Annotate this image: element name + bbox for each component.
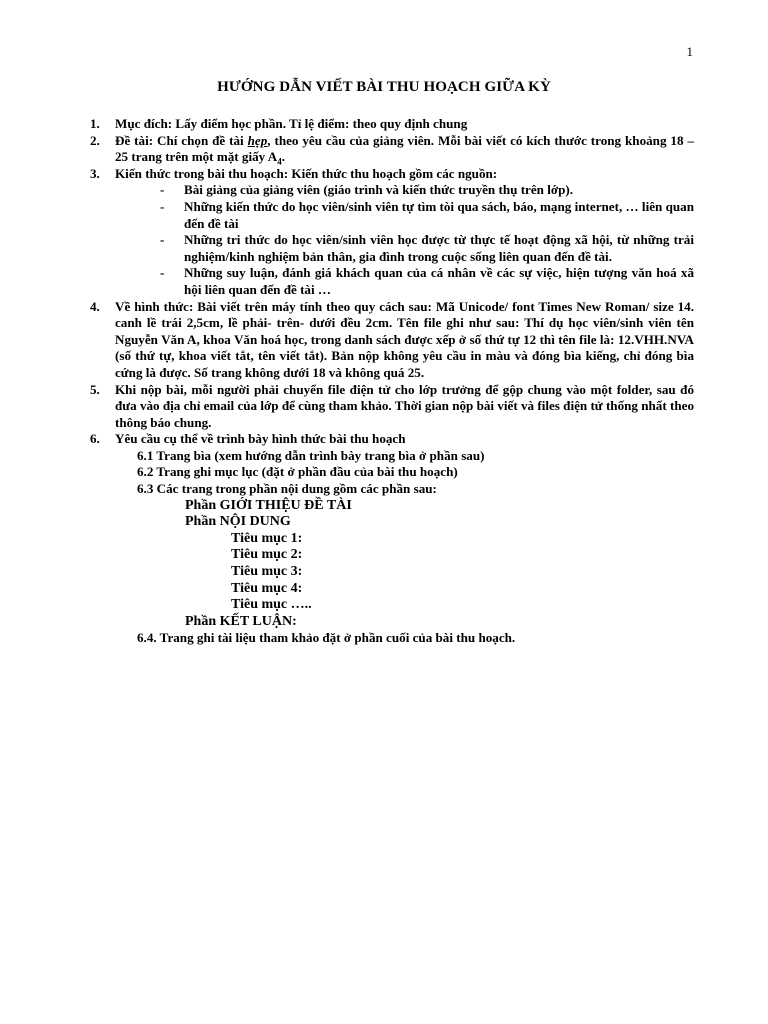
section-6-2: 6.2 Trang ghi mục lục (đặt ở phần đầu của bài thu hoạch) — [137, 464, 458, 480]
bullet-text: Những suy luận, đánh giá khách quan của cá nhân về các sự việc, hiện tượng văn hoá xã hội liên quan đến đề tài … — [184, 265, 694, 297]
list-item-6 — [90, 431, 694, 448]
item-text-end: . — [281, 149, 285, 165]
item-text: Yêu cầu cụ thể về trình bày hình thức bài thu hoạch — [115, 431, 406, 447]
bullet-text: Những kiến thức do học viên/sinh viên tự tìm tòi qua sách, báo, mạng internet, … liên quan đến đề tài — [184, 198, 694, 231]
item-text: Khi nộp bài, mỗi người phải chuyển file điện tử cho lớp trưởng để gộp chung vào một folder, sau đó đưa vào địa chỉ email của lớp để cùng tham khảo. Thời gian nộp bài viết và files điện tử thống nhất theo thông báo chung. — [115, 381, 694, 430]
bullet-dash: - — [160, 232, 165, 248]
bullet-item — [160, 182, 694, 199]
sub-heading-1: Tiêu mục 1: — [231, 530, 303, 546]
bullet-item — [160, 265, 694, 298]
emphasized-word: hẹp — [247, 132, 268, 148]
sub-heading-4: Tiêu mục 4: — [231, 580, 303, 596]
item-text-continued: , theo yêu cầu của giảng viên. Mỗi bài viết có kích thước trong khoảng 18 – 25 trang trên một mặt giấy A — [115, 132, 694, 165]
section-6-3: 6.3 Các trang trong phần nội dung gồm các phần sau: — [137, 481, 437, 497]
bullet-item — [160, 199, 694, 232]
bullet-text: Bài giảng của giảng viên (giáo trình và kiến thức truyền thụ trên lớp). — [184, 182, 574, 198]
item-text: Đề tài: Chí chọn đề tài — [115, 132, 248, 148]
document-body — [90, 116, 694, 647]
list-item-5 — [90, 382, 694, 432]
list-item-2 — [90, 133, 694, 166]
sub-heading-more: Tiêu mục ….. — [231, 597, 312, 613]
list-item-3 — [90, 166, 694, 183]
page-title: HƯỚNG DẪN VIẾT BÀI THU HOẠCH GIỮA KỲ — [217, 79, 551, 95]
list-item-4 — [90, 299, 694, 382]
item-number: 6. — [90, 431, 100, 447]
item-number: 4. — [90, 298, 100, 314]
bullet-dash: - — [160, 265, 165, 281]
section-6-1: 6.1 Trang bìa (xem hướng dẫn trình bày trang bìa ở phần sau) — [137, 447, 485, 463]
bullet-dash: - — [160, 198, 165, 214]
item-text: Mục đích: Lấy điểm học phần. Tỉ lệ điểm: theo quy định chung — [115, 116, 468, 131]
list-item-1 — [90, 116, 694, 133]
sub-heading-3: Tiêu mục 3: — [231, 564, 303, 580]
page-number: 1 — [686, 44, 693, 59]
section-6-4: 6.4. Trang ghi tài liệu tham khảo đặt ở phần cuối của bài thu hoạch. — [137, 630, 516, 646]
bullet-item — [160, 232, 694, 265]
bullet-text: Những tri thức do học viên/sinh viên học được từ thực tế hoạt động xã hội, từ những trải nghiệm/kinh nghiệm bản thân, gia đình trong cuộc sống liên quan đến đề tài. — [184, 232, 694, 264]
item-text: Kiến thức trong bài thu hoạch: Kiến thức thu hoạch gồm các nguồn: — [115, 165, 498, 181]
part-conclusion: Phần KẾT LUẬN: — [185, 613, 297, 629]
subscript: 4 — [277, 156, 282, 167]
item-number: 3. — [90, 165, 100, 181]
sub-heading-2: Tiêu mục 2: — [231, 547, 303, 563]
part-content: Phần NỘI DUNG — [185, 514, 291, 530]
item-number: 1. — [90, 116, 100, 131]
bullet-dash: - — [160, 182, 165, 198]
item-number: 5. — [90, 381, 100, 397]
item-text: Về hình thức: Bài viết trên máy tính theo quy cách sau: Mã Unicode/ font Times New Roman/ size 14. canh lề trái 2,5cm, lề phải- trên- dưới đều 2cm. Tên file ghi như sau: Thí dụ học viên/sinh viên tên Nguyễn Văn A, khoa Văn hoá học, trong danh sách được xếp ở số thứ tự 12 thì tên file là: 12.VHH.NVA (số thứ tự, khoa viết tắt, tên viết tắt). Bản nộp không yêu cầu in màu và đóng bìa kiếng, chỉ đóng bìa cứng là được. Số trang không dưới 18 và không quá 25. — [115, 298, 694, 380]
part-introduction: Phần GIỚI THIỆU ĐỀ TÀI — [185, 497, 352, 513]
item-number: 2. — [90, 132, 100, 148]
